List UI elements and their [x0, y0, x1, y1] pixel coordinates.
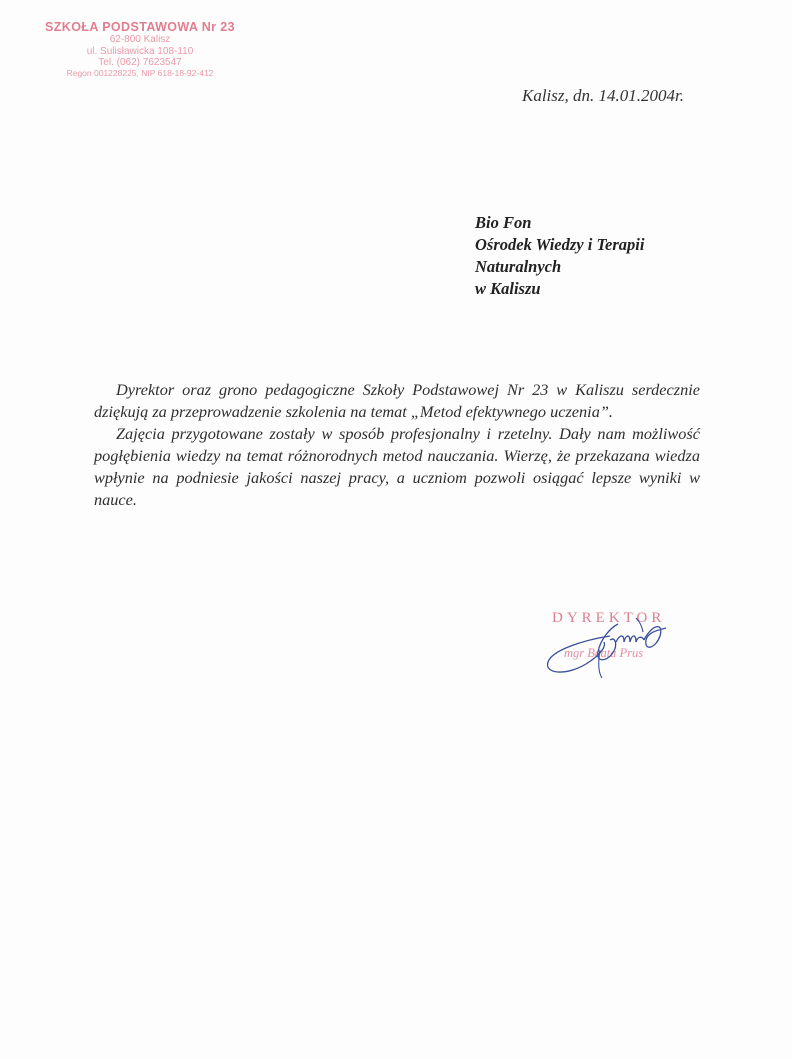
signature-name: mgr Beata Prus	[564, 646, 644, 660]
stamp-postal: 62-800 Kalisz	[109, 34, 171, 46]
recipient-line: w Kaliszu	[475, 279, 541, 298]
stamp-registry: Regon 001228225, NIP 618-18-92-412	[66, 67, 214, 78]
body-paragraph: Zajęcia przygotowane zostały w sposób profesjonalny i rzetelny. Dały nam możliwość pogłębienia wiedzy na temat różnorodnych metod nauczania. Wierzę, że przekazana wiedza wpłynie na podniesie jakości naszej pracy, a uczniom pozwoli osiągać lepsze wyniki w nauce.	[94, 424, 700, 509]
body-paragraph: Dyrektor oraz grono pedagogiczne Szkoły Podstawowej Nr 23 w Kaliszu serdecznie dziękują za przeprowadzenie szkolenia na temat „Metod efektywnego uczenia”.	[94, 380, 700, 421]
stamp-school-name: SZKOŁA PODSTAWOWA Nr 23	[45, 20, 235, 34]
handwritten-signature-icon	[540, 606, 700, 686]
signature-block	[540, 606, 700, 686]
signature-title: DYREKTOR	[552, 610, 666, 626]
stamp-phone: Tel. (062) 7623547	[98, 57, 182, 69]
recipient-line: Bio Fon	[475, 213, 532, 232]
recipient-line: Naturalnych	[475, 257, 562, 276]
letter-date: Kalisz, dn. 14.01.2004r.	[522, 86, 684, 105]
stamp-street: ul. Sulisławicka 108-110	[86, 45, 194, 57]
recipient-block	[475, 212, 644, 300]
school-stamp	[40, 20, 240, 79]
recipient-line: Ośrodek Wiedzy i Terapii	[475, 235, 645, 254]
letter-body	[94, 379, 700, 511]
